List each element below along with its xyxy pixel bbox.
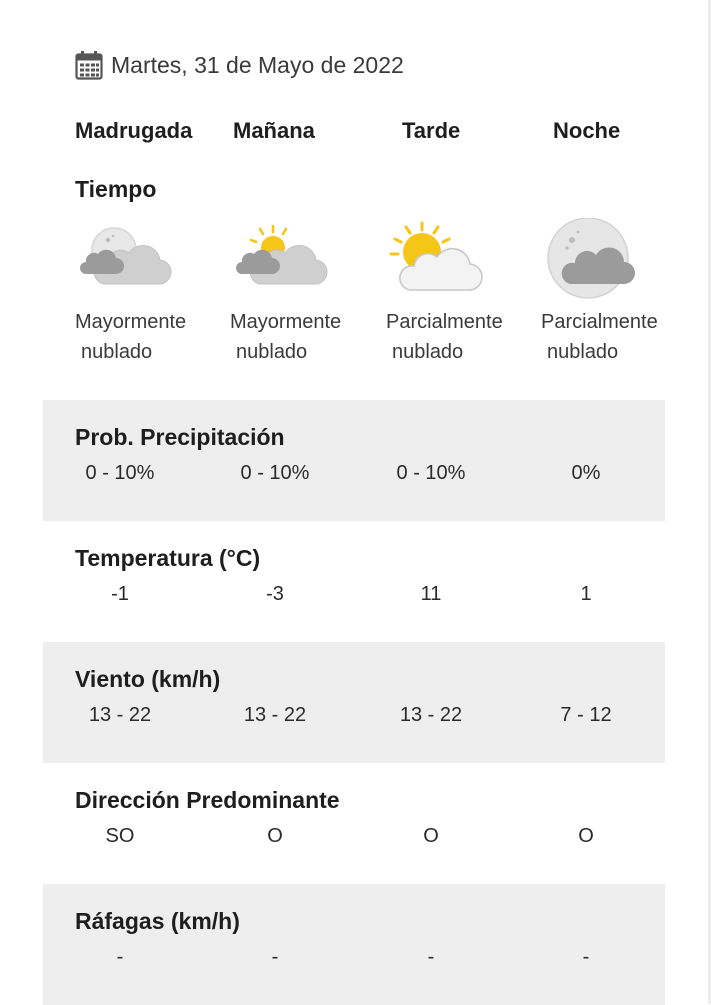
period-manana: Mañana (233, 118, 315, 143)
temperature-value: 1 (580, 583, 592, 605)
direction-value: O (267, 825, 283, 847)
temperature-title: Temperatura (°C) (75, 545, 261, 571)
period-madrugada: Madrugada (75, 118, 193, 143)
calendar-icon (75, 50, 103, 80)
weather-desc-madrugada (75, 307, 225, 367)
weather-desc-manana (230, 307, 380, 367)
precipitation-value: 0% (571, 462, 601, 484)
period-tarde: Tarde (402, 118, 461, 143)
gusts-value: - (582, 946, 590, 968)
wind-value: 13 - 22 (399, 704, 463, 726)
gusts-value: - (427, 946, 435, 968)
gusts-value: - (116, 946, 124, 968)
temperature-value: 11 (420, 583, 442, 605)
period-headers (0, 118, 711, 150)
weather-title: Tiempo (75, 176, 157, 202)
weather-desc-line2: nublado (81, 341, 153, 363)
weather-desc-line2: nublado (392, 341, 464, 363)
weather-desc-tarde (386, 307, 536, 367)
date-text: Martes, 31 de Mayo de 2022 (111, 51, 404, 78)
direction-title: Dirección Predominante (75, 787, 340, 813)
weather-desc-line1: Mayormente (230, 311, 342, 333)
partly-cloudy-sun-icon (386, 218, 486, 302)
weather-desc-line1: Parcialmente (386, 311, 503, 333)
weather-desc-line2: nublado (547, 341, 619, 363)
temperature-value: -3 (266, 583, 284, 605)
precipitation-value: 0 - 10% (396, 462, 466, 484)
gusts-title: Ráfagas (km/h) (75, 908, 240, 934)
wind-title: Viento (km/h) (75, 666, 221, 692)
wind-value: 13 - 22 (243, 704, 307, 726)
partly-cloudy-moon-icon (542, 218, 642, 302)
precipitation-value: 0 - 10% (240, 462, 310, 484)
weather-desc-line1: Parcialmente (541, 311, 658, 333)
precipitation-row (43, 400, 665, 521)
weather-desc-noche (541, 307, 691, 367)
cloudy-sun-icon (230, 218, 330, 302)
weather-desc-line2: nublado (236, 341, 308, 363)
direction-row (43, 763, 665, 884)
direction-value: O (578, 825, 594, 847)
temperature-value: -1 (111, 583, 129, 605)
date-header (75, 46, 404, 84)
precipitation-title: Prob. Precipitación (75, 424, 285, 450)
wind-value: 13 - 22 (88, 704, 152, 726)
period-noche: Noche (553, 118, 621, 143)
direction-value: O (423, 825, 439, 847)
precipitation-value: 0 - 10% (85, 462, 155, 484)
cloudy-night-icon (74, 218, 174, 302)
direction-value: SO (105, 825, 135, 847)
gusts-row (43, 884, 665, 1005)
wind-row (43, 642, 665, 763)
gusts-value: - (271, 946, 279, 968)
weather-desc-line1: Mayormente (75, 311, 187, 333)
wind-value: 7 - 12 (560, 704, 612, 726)
temperature-row (43, 521, 665, 642)
